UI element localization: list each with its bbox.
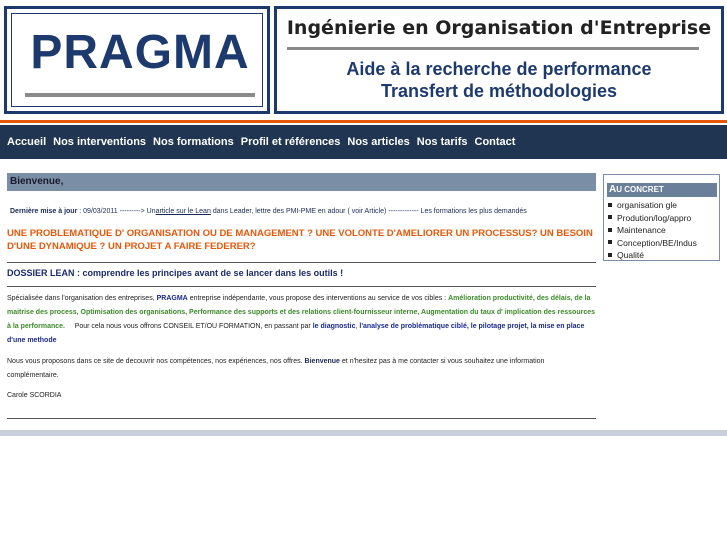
nav-formations[interactable]: Nos formations — [153, 136, 234, 148]
nav-contact[interactable]: Contact — [474, 136, 516, 148]
logo-text: PRAGMA — [30, 26, 250, 79]
welcome-heading: Bienvenue, — [7, 173, 596, 191]
tagline-line-1: Aide à la recherche de performance — [346, 59, 652, 79]
main-nav — [0, 125, 727, 159]
footer-bar — [0, 430, 727, 436]
welcome-text-b: et n'hesitez pas à me contacter si vous souhaitez une information complémentaire. — [7, 358, 545, 379]
logo[interactable] — [4, 6, 270, 114]
welcome-paragraph — [7, 355, 597, 383]
sidebar-heading — [607, 183, 717, 197]
sidebar-item-production[interactable]: Prodution/log/appro — [608, 212, 719, 225]
dossier-lean-link[interactable]: DOSSIER LEAN : comprendre les principes avant de se lancer dans les outils ! — [7, 268, 344, 278]
divider — [7, 286, 596, 287]
sidebar-box — [603, 174, 720, 261]
lean-article-link[interactable]: article sur le Lean — [155, 208, 211, 215]
trainings-link[interactable]: Les formations les plus demandés — [420, 208, 527, 215]
intro-text-a: Spécialisée dans l'organisation des entreprises, — [7, 295, 155, 302]
problem-heading: UNE PROBLEMATIQUE D' ORGANISATION OU DE MANAGEMENT ? UNE VOLONTE D'AMELIORER UN PROCESSUS? UN BESOIN D'UNE DYNAMIQUE ? UN PROJET A FAIRE FEDERER? — [7, 228, 593, 252]
nav-tarifs[interactable]: Nos tarifs — [416, 136, 468, 148]
update-date: : 09/03/2011 — [79, 208, 118, 215]
tagline-divider — [287, 47, 699, 50]
sidebar-heading-initial: A — [609, 184, 617, 195]
nav-interventions[interactable]: Nos interventions — [53, 136, 147, 148]
divider — [7, 418, 596, 419]
tagline-line-2: Transfert de méthodologies — [380, 81, 618, 101]
intro-paragraph: Spécialisée dans l'organisation des entreprises, PRAGMA entreprise indépendante, vous propose des interventions au service de vos cibles : Amélioration productivité, des délais, de la maitrise des process, Optimisation des organisations, Performance des supports et des relations client-fournisseur interne, Augmentation du taux d' implication des ressources à la performance. Pour cela nous vous offrons CONSEIL ET/OU FORMATION, en passant par le diagnostic, l'analyse de problématique ciblé, le pilotage projet, la mise en place d'une methode — [7, 295, 595, 344]
update-label: Dernière mise à jour — [10, 208, 78, 215]
welcome-text-a: Nous vous proposons dans ce site de decouvrir nos compétences, nos expériences, nos offres. — [7, 358, 303, 365]
update-line — [10, 208, 600, 215]
logo-divider — [25, 93, 255, 97]
tagline-box — [274, 6, 724, 114]
header-banner — [0, 0, 727, 118]
sidebar-heading-rest: U CONCRET — [616, 185, 664, 194]
brand-name: PRAGMA — [156, 295, 188, 302]
sidebar-item-conception[interactable]: Conception/BE/Indus — [608, 237, 719, 250]
services-text: l'analyse de problématique ciblé, le pilotage projet, la mise en place d'une methode — [7, 323, 585, 344]
nav-profil[interactable]: Profil et références — [240, 136, 341, 148]
intro-text-b: entreprise indépendante, vous propose des interventions au service de vos cibles : — [189, 295, 447, 302]
sidebar-list — [608, 199, 719, 262]
signature: Carole SCORDIA — [7, 392, 62, 399]
intro-highlights: Amélioration productivité, des délais, de la maitrise des process, Optimisation des organisations, Performance des supports et des relations client-fournisseur interne, Augmentation du taux d' implication des ressources à la performance. — [7, 295, 595, 330]
sidebar-item-qualite[interactable]: Qualité — [608, 249, 719, 262]
tagline-title: Ingénierie en Organisation d'Entreprise — [286, 17, 712, 39]
intro-text-c: Pour cela nous vous offrons CONSEIL ET/OU FORMATION, en passant par — [74, 323, 311, 330]
sidebar-item-maintenance[interactable]: Maintenance — [608, 224, 719, 237]
update-arrow: ---------> Un — [119, 208, 156, 215]
welcome-bold: Bienvenue — [304, 358, 340, 365]
nav-articles[interactable]: Nos articles — [347, 136, 410, 148]
divider — [7, 262, 596, 263]
sidebar-item-organisation[interactable]: organisation gle — [608, 199, 719, 212]
diagnostic-text: le diagnostic — [312, 323, 356, 330]
update-rest: dans Leader, lettre des PMI-PME en adour ( voir Article) ------------- — [212, 208, 419, 215]
nav-accueil[interactable]: Accueil — [7, 136, 47, 148]
